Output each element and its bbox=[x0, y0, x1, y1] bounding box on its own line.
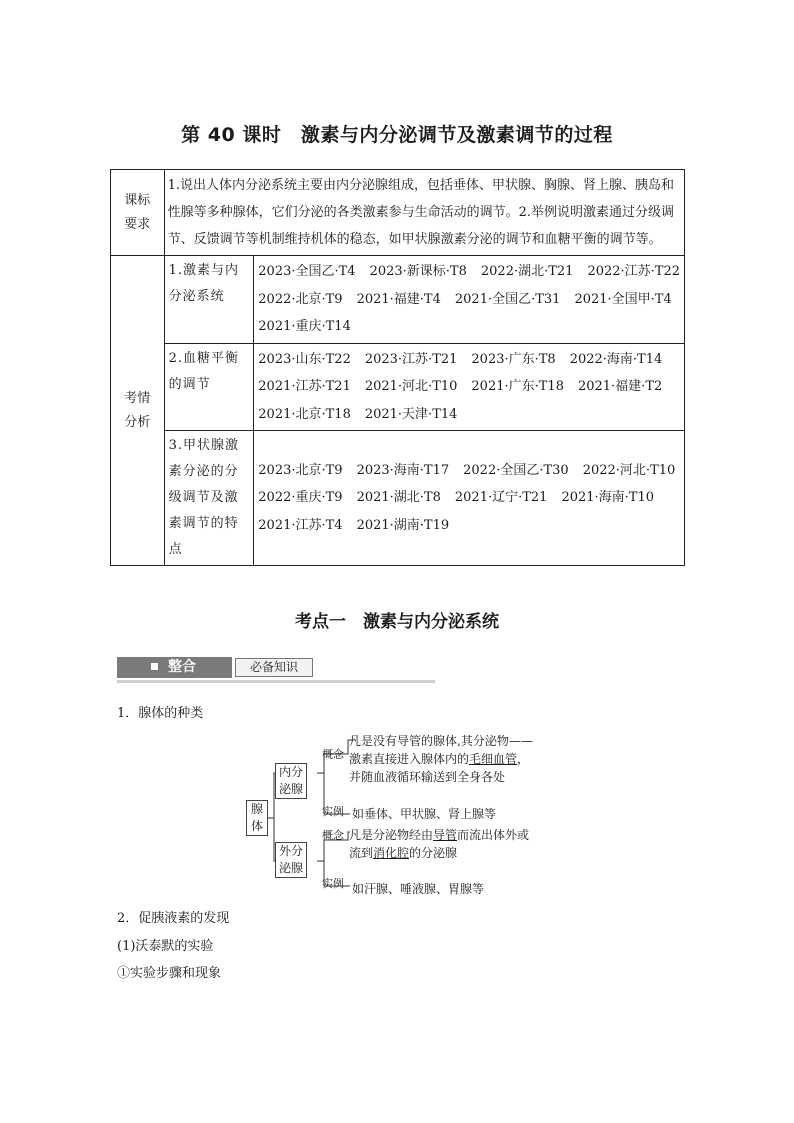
ref-item: 2021·湖南·T19 bbox=[356, 517, 450, 533]
ref-item: 2023·新课标·T8 bbox=[369, 264, 467, 279]
refs-cell bbox=[254, 343, 685, 431]
ref-item: 2023·江苏·T21 bbox=[364, 351, 458, 367]
endo-concept-label: 概念 bbox=[322, 748, 344, 761]
gland-root-node: 腺 体 bbox=[246, 800, 268, 836]
ref-item: 2021·广东·T18 bbox=[471, 379, 564, 394]
exo-concept-line-1: 凡是分泌物经由导管而流出体外或 bbox=[349, 828, 530, 842]
endocrine-node: 内分 泌腺 bbox=[275, 763, 307, 799]
ref-item: 2022·湖北·T21 bbox=[480, 264, 574, 279]
exo-concept-line-2: 流到消化腔的分泌腺 bbox=[349, 846, 458, 860]
endo-concept-line-2: 激素直接进入腺体内的毛细血管， bbox=[349, 752, 530, 766]
ref-item: 2023·全国乙·T4 bbox=[258, 264, 356, 279]
ref-item: 2021·全国甲·T4 bbox=[574, 291, 672, 307]
ref-item: 2021·重庆·T14 bbox=[258, 319, 351, 334]
ref-item: 2023·北京·T9 bbox=[258, 462, 343, 478]
endo-example-label: 实例 bbox=[322, 805, 344, 818]
exocrine-node: 外分 泌腺 bbox=[275, 842, 307, 878]
page-title: 第 40 课时 激素与内分泌调节及激素调节的过程 bbox=[181, 124, 613, 146]
ref-item: 2021·北京·T18 bbox=[258, 406, 351, 422]
section-banner bbox=[117, 657, 435, 683]
topic-cell: 3.甲状腺激素分泌的分级调节及激素调节的特点 bbox=[164, 431, 254, 566]
item-2-heading: 2．促胰液素的发现 bbox=[117, 911, 230, 926]
ref-item: 2021·江苏·T21 bbox=[258, 379, 351, 394]
ref-item: 2023·山东·T22 bbox=[258, 351, 351, 367]
ref-item: 2022·北京·T9 bbox=[258, 291, 343, 307]
ref-item: 2022·重庆·T9 bbox=[258, 490, 343, 506]
brace-line-exo bbox=[317, 840, 326, 861]
ref-item: 2021·河北·T10 bbox=[364, 379, 458, 394]
section-title: 考点一 激素与内分泌系统 bbox=[295, 612, 499, 632]
ref-item: 2021·江苏·T4 bbox=[258, 517, 343, 533]
ref-item: 2021·海南·T10 bbox=[561, 490, 654, 506]
item-2-1-1-heading: ①实验步骤和现象 bbox=[117, 966, 222, 981]
ref-item: 2022·全国乙·T30 bbox=[463, 462, 569, 478]
ref-item: 2022·江苏·T22 bbox=[587, 264, 680, 279]
ref-item: 2021·福建·T2 bbox=[577, 379, 663, 394]
refs-cell bbox=[254, 256, 685, 344]
table-row bbox=[111, 431, 685, 566]
table-row bbox=[111, 256, 685, 344]
req-text: 1.说出人体内分泌系统主要由内分泌腺组成，包括垂体、甲状腺、胸腺、肾上腺、胰岛和性腺等多种腺体，它们分泌的各类激素参与生命活动的调节。2.举例说明激素通过分级调节、反馈调节等机制维持机体的稳态，如甲状腺激素分泌的调节和血糖平衡的调节等。 bbox=[164, 170, 684, 256]
exo-example-text: 如汗腺、唾液腺、胃腺等 bbox=[352, 882, 485, 896]
topic-cell: 2.血糖平衡的调节 bbox=[164, 343, 254, 431]
banner-tag: 必备知识 bbox=[235, 658, 313, 677]
ref-item: 2023·广东·T8 bbox=[471, 351, 556, 367]
banner-main: 整合 bbox=[117, 657, 232, 678]
requirements-table bbox=[110, 169, 685, 566]
ref-item: 2022·河北·T10 bbox=[582, 462, 676, 478]
square-bullet-icon bbox=[151, 663, 158, 670]
ref-item: 2021·天津·T14 bbox=[364, 406, 458, 422]
exo-concept-label: 概念 bbox=[322, 829, 344, 842]
table-row bbox=[111, 343, 685, 431]
ref-item: 2022·海南·T14 bbox=[569, 351, 663, 367]
endo-example-text: 如垂体、甲状腺、肾上腺等 bbox=[352, 807, 497, 821]
item-1-heading: 1．腺体的种类 bbox=[117, 706, 204, 721]
ref-item: 2023·海南·T17 bbox=[356, 462, 450, 478]
ref-item: 2021·辽宁·T21 bbox=[454, 490, 548, 506]
req-label: 课标 要求 bbox=[111, 170, 165, 256]
topic-cell: 1.激素与内分泌系统 bbox=[164, 256, 254, 344]
endo-concept-line-3: 并随血液循环输送到全身各处 bbox=[349, 770, 506, 784]
exo-example-label: 实例 bbox=[322, 877, 344, 890]
ref-item: 2021·湖北·T8 bbox=[356, 490, 441, 506]
ref-item: 2021·全国乙·T31 bbox=[454, 291, 561, 307]
ref-item: 2021·福建·T4 bbox=[356, 291, 441, 307]
analysis-label: 考情 分析 bbox=[111, 256, 165, 566]
item-2-1-heading: (1)沃泰默的实验 bbox=[117, 939, 214, 954]
refs-cell bbox=[254, 431, 685, 566]
banner-underline bbox=[117, 680, 435, 683]
table-row bbox=[111, 170, 685, 256]
endo-concept-line-1: 凡是没有导管的腺体,其分泌物—— bbox=[349, 734, 533, 748]
